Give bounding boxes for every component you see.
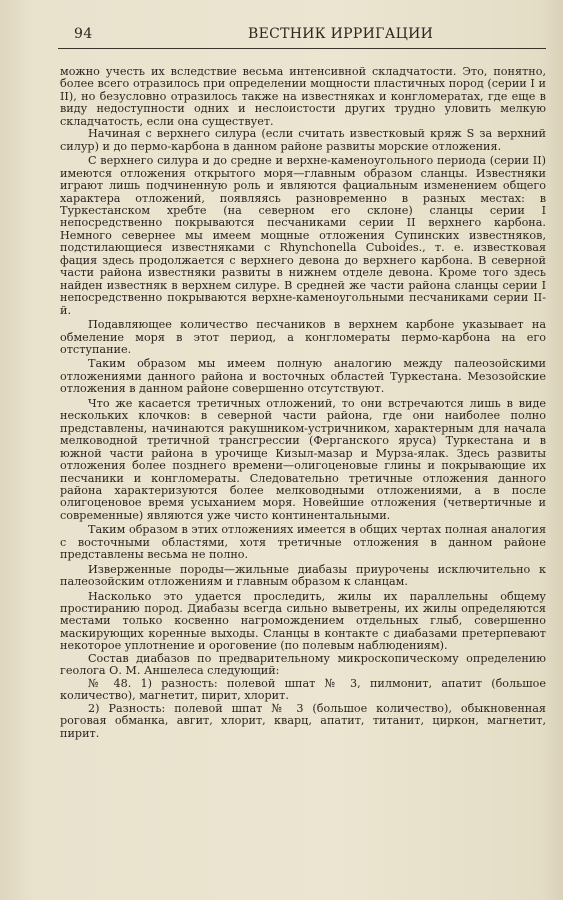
paragraph: Что же касается третичных отложений, то они встречаются лишь в виде нескольких клочков: в северной части района, где они наиболее полно представлены, начинаются ракушником-устричником, характерным для начала мелководной третичной трансгрессии (Ферганского яруса) Туркестана и в южной части района в урочище Кизыл-мазар и Мурза-ялак. Здесь развиты отложения более позднего времени—олигоценовые глины и покрывающие их песчаники и конгломераты. Следовательно третичные отложения данного района характеризуются более мелководными отложениями, а в после олигоценовое время усыханием моря. Новейшие отложения (четвертичные и современные) являются уже чисто континентальными. [60, 396, 546, 522]
paragraph: Состав диабазов по предварительному микроскопическому определению геолога О. М. Аншелеса следующий: [60, 651, 546, 678]
paragraph: Таким образом мы имеем полную аналогию между палеозойскими отложениями данного района и восточных областей Туркестана. Мезозойские отложения в данном районе совершенно отсутствуют. [60, 357, 546, 396]
paragraph: С верхнего силура и до средне и верхне-каменоугольного периода (серии II) имеются отложения открытого моря—главным образом сланцы. Известняки играют лишь подчиненную роль и являются фациальным изменением общего характера отложений, появляясь разновременно в разных местах: в Туркестанском хребте (на северном его склоне) сланцы серии I непосредственно покрываются песчаниками серии II верхнего карбона. Немного севернее мы имеем мощные отложения Супинских известняков, подстилающиеся известняками с Rhynchonella Cuboides., т. е. известковая фация здесь продолжается с верхнего девона до верхнего карбона. В северной части района известняки развиты в нижнем отделе девона. Кроме того здесь найден известняк в верхнем силуре. В средней же части района сланцы серии I непосредственно покрываются верхне-каменоугольными песчаниками серии II-й. [60, 154, 546, 317]
paragraph: Насколько это удается проследить, жилы их параллельны общему простиранию пород. Диабазы всегда сильно выветрены, их жилы определяются местами только косвенно нагромождением отдельных глыб, совершенно маскирующих коренные выходы. Сланцы в контакте с диабазами претерпевают некоторое уплотнение и ороговение (по полевым наблюдениям). [60, 589, 546, 653]
paragraph: Подавляющее количество песчаников в верхнем карбоне указывает на обмеление моря в этот период, а конгломераты пермо-карбона на его отступание. [60, 318, 546, 356]
paragraph: Таким образом в этих отложениях имеется в общих чертах полная аналогия с восточными областями, хотя третичные отложения в данном районе представлены весьма не полно. [60, 523, 546, 562]
page-header [58, 22, 546, 49]
article-body [60, 66, 546, 740]
paragraph: № 48. 1) разность: полевой шпат № 3, пилмонит, апатит (большое количество), магнетит, пирит, хлорит. [60, 676, 546, 703]
paragraph: можно учесть их вследствие весьма интенсивной складчатости. Это, понятно, более всего отразилось при определении мощности пластичных пород (серии I и II), но безусловно отразилось также на известняках и конгломератах, где еще в виду недоступности одних и неслоистости других трудно уловить мелкую складчатость, если она существует. [60, 65, 546, 128]
page-number: 94 [74, 26, 93, 42]
running-title: ВЕСТНИК ИРРИГАЦИИ [248, 26, 434, 42]
paragraph: Изверженные породы—жильные диабазы приурочены исключительно к палеозойским отложениям и главным образом к сланцам. [60, 562, 546, 589]
paragraph: 2) Разность: полевой шпат № 3 (большое количество), обыкновенная роговая обманка, авгит, хлорит, кварц, апатит, титанит, циркон, магнетит, пирит. [60, 701, 546, 740]
paragraph: Начиная с верхнего силура (если считать известковый кряж S за верхний силур) и до пермо-карбона в данном районе развиты морские отложения. [60, 127, 546, 153]
